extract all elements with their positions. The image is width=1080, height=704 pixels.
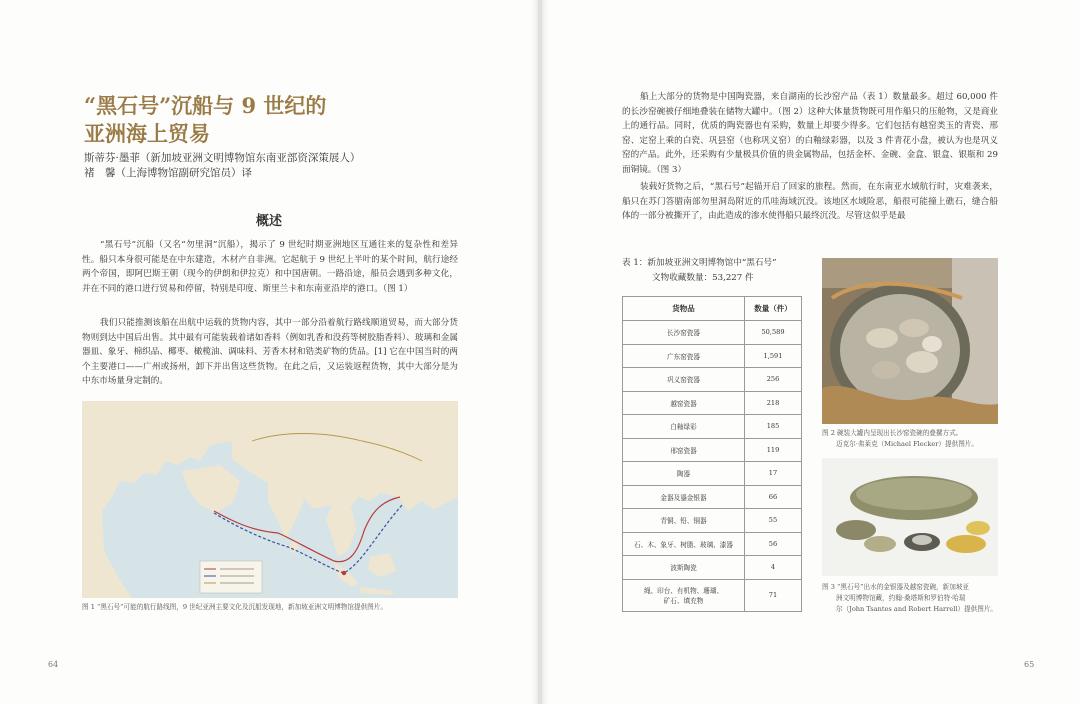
paragraph-2: 我们只能推测该船在出航中运载的货物内容，其中一部分沿着航行路线顺道贸易，而大部分货物则到达中国后出售。其中最有可能装载着诸如香料（例如乳香和没药等树胶脂香料）、玻璃和金属器皿、象牙、棉织品、椰枣、橄榄油、调味料、芳香木材和锆类矿物的货品。[1] 它在中国当时的两个主要港口——广州或扬州，卸下并出售这些货物。在此之后，又运装返程货物，其中大部分是为中东市场量身定制的。 (82, 318, 458, 387)
section-heading: 概述 (256, 214, 283, 229)
storage-jar-illustration (822, 258, 998, 424)
page-number-right: 65 (1024, 660, 1035, 669)
table-row (623, 415, 802, 439)
table-row (623, 321, 802, 345)
fig2-caption-line-2: 迈克尔·弗莱克（Michael Flecker）提供图片。 (836, 440, 978, 448)
table-cell-goods: 陶器 (623, 462, 745, 486)
route-map-illustration (82, 401, 458, 598)
table-cell-goods: 长沙窑瓷器 (623, 321, 745, 345)
table-row (623, 532, 802, 556)
table-row (623, 485, 802, 509)
table-cell-goods: 金器及鎏金银器 (623, 485, 745, 509)
table-cell-quantity: 218 (745, 391, 802, 415)
table-cell-goods: 石、木、象牙、树脂、玻璃、漆器 (623, 532, 745, 556)
table-cell-goods: 波斯陶瓷 (623, 556, 745, 580)
table-header-goods: 货物品 (623, 297, 745, 321)
table-header-row (623, 297, 802, 321)
fig2-caption-line-1: 图 2 碗装大罐内呈现出长沙窑瓷碗的叠摞方式。 (822, 429, 963, 437)
table-cell-quantity: 119 (745, 438, 802, 462)
table-row (623, 462, 802, 486)
table-row (623, 579, 802, 611)
table-title-line-2: 文物收藏数量：53,227 件 (652, 272, 754, 283)
table-row (623, 556, 802, 580)
storage-jar-photo (822, 258, 998, 424)
table-cell-quantity: 66 (745, 485, 802, 509)
page-number-left: 64 (48, 660, 59, 669)
table-cell-goods: 巩义窑瓷器 (623, 368, 745, 392)
table-cell-goods: 邢窑瓷器 (623, 438, 745, 462)
cargo-table (622, 296, 802, 612)
right-paragraph-1: 船上大部分的货物是中国陶瓷器，来自湖南的长沙窑产品（表 1）数量最多。超过 60,000 件的长沙窑碗被仔细地叠装在储物大罐中。（图 2）这种大体量货物既可用作船只的压舱物，又是商业上的通行品。同时，优质的陶瓷器也有采购，数量上却要少得多。它们包括有越窑类玉的青瓷、邢窑、定窑上乘的白瓷、巩县窑（也称巩义窑）的白釉绿彩器，以及 3 件青花小盘，被认为也是巩义窑的产品。此外，还采购有少量极具价值的贵金属物品，包括金杯、金碗、金盒、银盒、银瓶和 29 面铜镜。（图 3） (622, 92, 998, 175)
map-caption: 图 1 “黑石号”可能的航行路线图，9 世纪亚洲主要文化及沉船发现地，新加坡亚洲文明博物馆提供图片。 (82, 603, 387, 611)
table-title (622, 256, 777, 285)
title-line-2: 亚洲海上贸易 (84, 121, 210, 146)
article-title (84, 92, 326, 148)
table-cell-goods: 越窑瓷器 (623, 391, 745, 415)
table-cell-goods (623, 579, 745, 611)
fig3-caption-line-1: 图 3 “黑石号”出水的金银器及越窑瓷碗，新加坡亚 (822, 583, 970, 591)
translator-line: 褚 馨（上海博物馆副研究馆员）译 (84, 167, 252, 179)
table-cell-quantity: 71 (745, 579, 802, 611)
table-row (623, 344, 802, 368)
artifacts-illustration (822, 458, 998, 576)
fig3-caption (822, 582, 998, 615)
table-cell-quantity: 50,589 (745, 321, 802, 345)
author-line: 斯蒂芬·墨菲（新加坡亚洲文明博物馆东南亚部资深策展人） (84, 152, 361, 164)
route-map-image (82, 401, 458, 598)
table-title-line-1: 表 1：新加坡亚洲文明博物馆中“黑石号” (622, 258, 777, 268)
table-row (623, 391, 802, 415)
table-cell-quantity: 1,591 (745, 344, 802, 368)
fig3-caption-line-2: 洲文明博物馆藏，约翰·桑塔斯和罗伯特·哈瑞 (836, 594, 966, 602)
title-line-1: “黑石号”沉船与 9 世纪的 (84, 93, 327, 118)
paragraph-1: “黑石号”沉船（又名“勿里洞”沉船），揭示了 9 世纪时期亚洲地区互通往来的复杂性和差异性。船只本身很可能是在中东建造，木材产自非洲。它起航于 9 世纪上半叶的某个时间，航行途经两个帝国，即阿巴斯王朝（现今的伊朗和伊拉克）和中国唐朝。一路沿途，船员会遇到多种文化，并在不同的港口进行贸易和停留，特别是印度、斯里兰卡和东南亚沿岸的港口。（图 1） (82, 240, 458, 294)
table-cell-quantity: 55 (745, 509, 802, 533)
table-cell-quantity: 56 (745, 532, 802, 556)
table-cell-goods-line-2: 矿石、填充物 (663, 597, 704, 605)
table-cell-quantity: 17 (745, 462, 802, 486)
table-cell-quantity: 4 (745, 556, 802, 580)
table-cell-quantity: 185 (745, 415, 802, 439)
gold-silver-artifacts-photo (822, 458, 998, 576)
table-header-quantity: 数量（件） (745, 297, 802, 321)
fig3-caption-line-3: 尔（John Tsantes and Robert Harrell）提供图片。 (836, 605, 998, 613)
fig2-caption (822, 428, 998, 450)
table-row (623, 509, 802, 533)
table-cell-goods: 广东窑瓷器 (623, 344, 745, 368)
table-cell-goods-line-1: 绳、印台、有机物、珊瑚、 (643, 587, 724, 595)
right-paragraph-2: 装载好货物之后，“黑石号”起锚开启了回家的旅程。然而，在东南亚水域航行时，灾难袭来，船只在苏门答腊南部勿里洞岛附近的爪哇海域沉没。该地区水域险恶，船很可能撞上礁石，缝合船体的一部分被撕开了，由此造成的渗水使得船只最终沉没。尽管这似乎是最 (622, 182, 998, 222)
table-cell-goods: 白釉绿彩 (623, 415, 745, 439)
table-cell-goods: 青铜、铅、铜器 (623, 509, 745, 533)
table-cell-quantity: 256 (745, 368, 802, 392)
table-row (623, 368, 802, 392)
table-row (623, 438, 802, 462)
left-page (0, 0, 538, 704)
